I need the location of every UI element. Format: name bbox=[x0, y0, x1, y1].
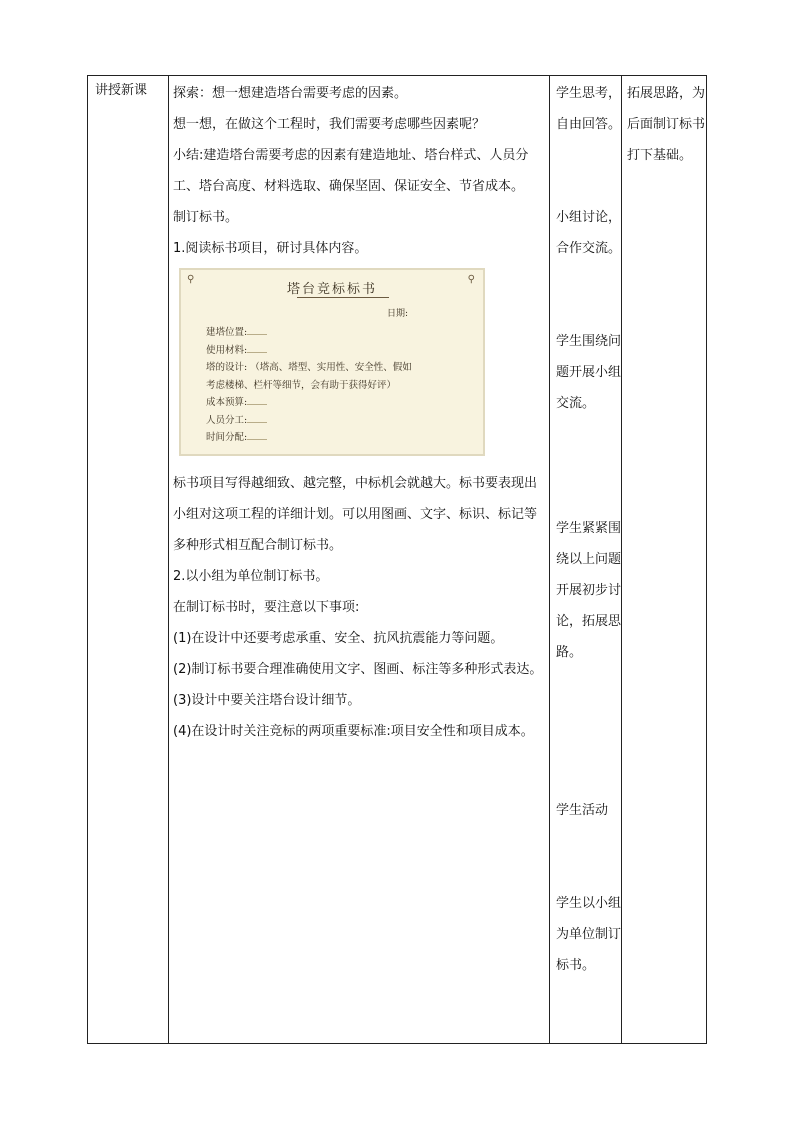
explore-prompt: 探索：想一想建造塔台需要考虑的因素。 bbox=[173, 86, 408, 101]
bid-field: 人员分工: bbox=[206, 412, 412, 430]
activity-note: 小组讨论，合作交流。 bbox=[556, 210, 622, 256]
note-1: (1)在设计中还要考虑承重、安全、抗风抗震能力等问题。 bbox=[173, 631, 504, 646]
activity-note: 学生围绕问题开展小组交流。 bbox=[556, 334, 622, 411]
row-label-cell bbox=[88, 76, 168, 1043]
bid-field: 使用材料: bbox=[206, 342, 412, 360]
bid-date-label: 日期: bbox=[387, 309, 409, 319]
bid-document-image bbox=[179, 268, 485, 456]
row-label: 讲授新课 bbox=[95, 83, 148, 98]
bid-field: 建塔位置: bbox=[206, 324, 412, 342]
bid-field: 时间分配: bbox=[206, 429, 412, 447]
design-intent-cell bbox=[621, 76, 707, 1043]
activity-note: 学生紧紧围绕以上问题开展初步讨论，拓展思路。 bbox=[556, 521, 622, 660]
bid-title: 塔台竞标标书 bbox=[286, 282, 377, 297]
bid-fields bbox=[206, 324, 412, 447]
activity-note: 学生思考，自由回答。 bbox=[556, 86, 622, 132]
think-question: 想一想，在做这个工程时，我们需要考虑哪些因素呢？ bbox=[173, 117, 486, 132]
pin-icon: ⚲ bbox=[187, 274, 195, 285]
note-3: (3)设计中要关注塔台设计细节。 bbox=[173, 693, 361, 708]
step-1: 1.阅读标书项目，研讨具体内容。 bbox=[173, 241, 368, 256]
notes-heading: 在制订标书时，要注意以下事项: bbox=[173, 600, 360, 615]
student-activity-cell bbox=[549, 76, 621, 1043]
bid-field: 考虑楼梯、栏杆等细节，会有助于获得好评） bbox=[206, 379, 397, 391]
note-4: (4)在设计时关注竞标的两项重要标准:项目安全性和项目成本。 bbox=[173, 724, 534, 739]
bid-field: 塔的设计: （塔高、塔型、实用性、安全性、假如 bbox=[206, 362, 412, 373]
design-intent: 拓展思路，为后面制订标书打下基础。 bbox=[627, 86, 706, 163]
summary-text: 小结:建造塔台需要考虑的因素有建造地址、塔台样式、人员分工、塔台高度、材料选取、确保坚固、保证安全、节省成本。 bbox=[173, 148, 529, 194]
lesson-table bbox=[87, 75, 707, 1044]
bid-heading: 制订标书。 bbox=[173, 210, 239, 225]
title-underline bbox=[297, 297, 389, 298]
step-2: 2.以小组为单位制订标书。 bbox=[173, 569, 329, 584]
bid-field: 成本预算: bbox=[206, 394, 412, 412]
activity-note: 学生活动 bbox=[556, 803, 609, 818]
pin-icon: ⚲ bbox=[467, 274, 475, 285]
activity-note: 学生以小组为单位制订标书。 bbox=[556, 896, 622, 973]
bid-explanation: 标书项目写得越细致、越完整，中标机会就越大。标书要表现出小组对这项工程的详细计划。可以用图画、文字、标识、标记等多种形式相互配合制订标书。 bbox=[173, 476, 538, 553]
content-cell bbox=[168, 76, 549, 1043]
note-2: (2)制订标书要合理准确使用文字、图画、标注等多种形式表达。 bbox=[173, 662, 543, 677]
